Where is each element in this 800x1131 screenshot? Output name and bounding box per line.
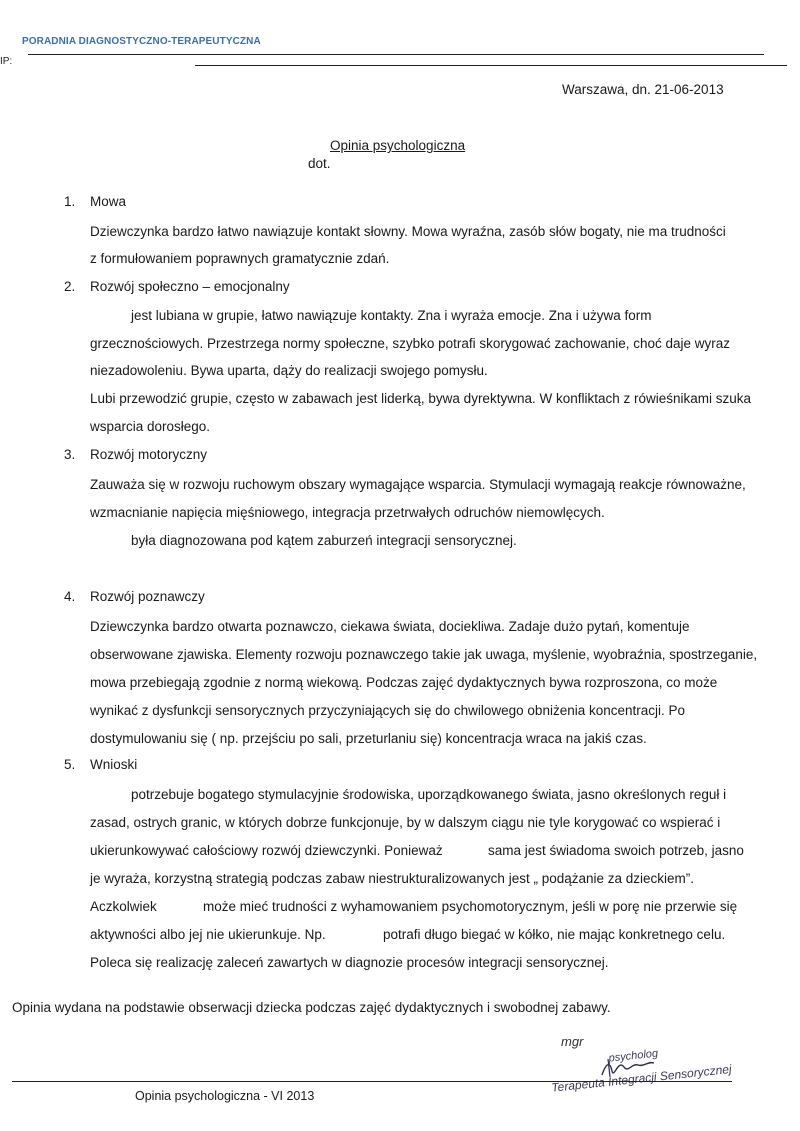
organization-name: PORADNIA DIAGNOSTYCZNO-TERAPEUTYCZNA [22, 36, 261, 47]
section-line: Dziewczynka bardzo otwarta poznawczo, ciekawa świata, dociekliwa. Zadaje dużo pytań, komentuje [90, 619, 690, 634]
stamp-line-2: Terapeuta Integracji Sensorycznej [550, 1061, 733, 1095]
section-line: była diagnozowana pod kątem zaburzeń integracji sensorycznej. [131, 533, 517, 548]
section-line: Poleca się realizację zaleceń zawartych w diagnozie procesów integracji sensorycznej. [90, 955, 609, 970]
section-number: 5. [64, 757, 76, 772]
section-line: Zauważa się w rozwoju ruchowym obszary wymagające wsparcia. Stymulacji wymagają reakcje równoważne, [90, 477, 746, 492]
section-line: obserwowane zjawiska. Elementy rozwoju poznawczego takie jak uwaga, myślenie, wyobraźnia, spostrzeganie, [90, 647, 758, 662]
document-title: Opinia psychologiczna [330, 138, 466, 153]
header-rule-lower [195, 65, 787, 66]
section-number: 4. [64, 589, 76, 604]
section-line: grzecznościowych. Przestrzega normy społeczne, szybko potrafi skorygować zachowanie, choć daje wyraz [90, 336, 731, 351]
handwritten-signature [598, 1053, 658, 1083]
header-rule [28, 54, 764, 55]
section-line: je wyraża, korzystną strategią podczas zabaw niestrukturalizowanych jest „ podążanie za dzieckiem”. [90, 871, 695, 886]
section-number: 1. [64, 194, 76, 209]
footer-rule [12, 1081, 732, 1082]
section-line: Dziewczynka bardzo łatwo nawiązuje kontakt słowny. Mowa wyraźna, zasób słów bogaty, nie ma trudności [90, 224, 726, 239]
section-number: 2. [64, 279, 76, 294]
section-heading: Rozwój społeczno – emocjonalny [90, 279, 290, 294]
section-heading: Rozwój poznawczy [90, 589, 205, 604]
section-heading: Mowa [90, 194, 127, 209]
section-line: wsparcia dorosłego. [90, 419, 211, 434]
section-number: 3. [64, 447, 76, 462]
section-line: zasad, ostrych granic, w których dobrze funkcjonuje, by w dalszym ciągu nie tyle korygować co wspierać i [90, 815, 721, 830]
section-line: Aczkolwiek [90, 899, 157, 914]
closing-note: Opinia wydana na podstawie obserwacji dziecka podczas zajęć dydaktycznych i swobodnej zabawy. [12, 1000, 611, 1015]
section-heading: Wnioski [90, 757, 138, 772]
section-line: potrzebuje bogatego stymulacyjnie środowiska, uporządkowanego świata, jasno określonych reguł i [131, 787, 727, 802]
section-line: może mieć trudności z wyhamowaniem psychomotorycznym, jeśli w porę nie przerwie się [203, 899, 738, 914]
footer-title: Opinia psychologiczna - VI 2013 [135, 1089, 315, 1103]
nip-label: IP: [0, 56, 13, 67]
section-line: aktywności albo jej nie ukierunkuje. Np. [90, 927, 326, 942]
section-line: Lubi przewodzić grupie, często w zabawach jest liderką, bywa dyrektywna. W konfliktach z rówieśnikami szuka [90, 391, 752, 406]
section-line: mowa przebiegają zgodnie z normą wiekową. Podczas zajęć dydaktycznych bywa rozproszona, co może [90, 675, 718, 690]
section-line: wynikać z dysfunkcji sensorycznych przyczyniających się do chwilowego obniżenia koncentracji. Po [90, 703, 686, 718]
section-line: niezadowoleniu. Bywa uparta, dąży do realizacji swojego pomysłu. [90, 363, 488, 378]
section-line: z formułowaniem poprawnych gramatycznie zdań. [90, 251, 390, 266]
section-line: sama jest świadoma swoich potrzeb, jasno [488, 843, 744, 858]
place-date: Warszawa, dn. 21-06-2013 [562, 82, 724, 97]
section-line: wzmacnianie napięcia mięśniowego, integracja przetrwałych odruchów niemowlęcych. [90, 505, 605, 520]
section-line: potrafi długo biegać w kółko, nie mając konkretnego celu. [383, 927, 726, 942]
regarding-label: dot. [308, 156, 331, 171]
section-line: dostymulowaniu się ( np. przejściu po sali, przeturlaniu się) koncentracja wraca na jakiś czas. [90, 731, 647, 746]
signature-title: mgr [561, 1034, 584, 1049]
section-heading: Rozwój motoryczny [90, 447, 208, 462]
section-line: ukierunkowywać całościowy rozwój dziewczynki. Ponieważ [90, 843, 443, 858]
section-line: jest lubiana w grupie, łatwo nawiązuje kontakty. Zna i wyraża emocje. Zna i używa form [131, 308, 652, 323]
stamp-line-1: psycholog [608, 1047, 659, 1065]
